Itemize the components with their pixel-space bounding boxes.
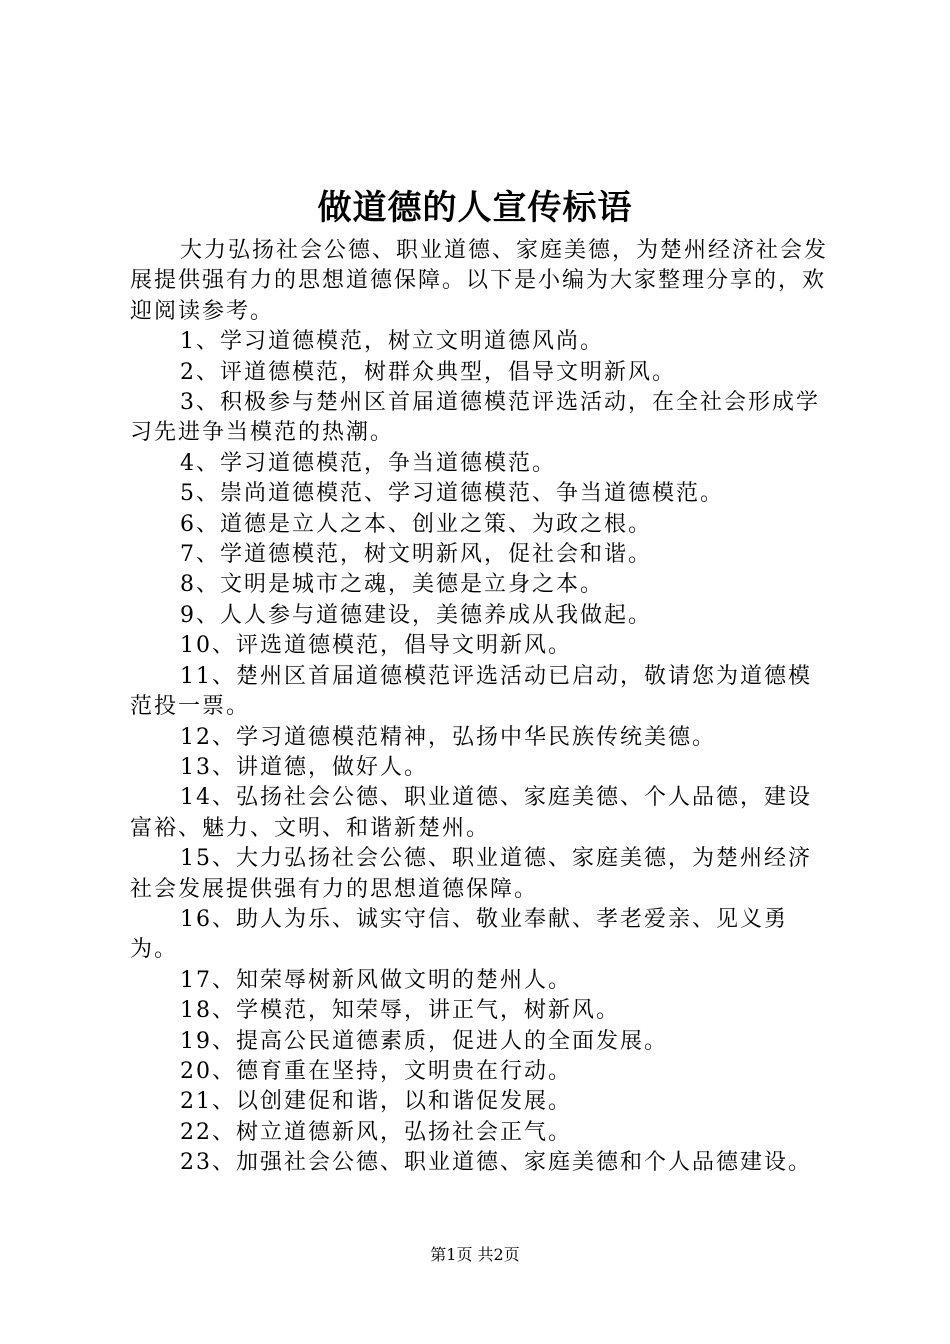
list-item: 20、德育重在坚持，文明贵在行动。 [180, 1058, 572, 1084]
list-item: 7、学道德模范，树文明新风，促社会和谐。 [180, 542, 652, 568]
list-item: 21、以创建促和谐，以和谐促发展。 [180, 1089, 572, 1115]
list-item: 1、学习道德模范，树立文明道德风尚。 [180, 329, 604, 355]
list-item: 15、大力弘扬社会公德、职业道德、家庭美德，为楚州经济社会发展提供强有力的思想道德保障。 [130, 846, 812, 902]
list-item: 11、楚州区首届道德模范评选活动已启动，敬请您为道德模范投一票。 [130, 663, 812, 720]
list-item: 8、文明是城市之魂，美德是立身之本。 [180, 572, 604, 598]
list-item: 18、学模范，知荣辱，讲正气，树新风。 [180, 998, 620, 1024]
list-item: 10、评选道德模范，倡导文明新风。 [180, 633, 572, 659]
page-title: 做道德的人宣传标语 [317, 188, 633, 228]
list-item: 2、评道德模范，树群众典型，倡导文明新风。 [180, 359, 676, 385]
intro-paragraph: 大力弘扬社会公德、职业道德、家庭美德，为楚州经济社会发展提供强有力的思想道德保障。以下是小编为大家整理分享的，欢迎阅读参考。 [130, 238, 829, 324]
document-body [130, 236, 835, 1179]
list-item: 13、讲道德，做好人。 [180, 754, 428, 780]
list-item: 6、道德是立人之本、创业之策、为政之根。 [180, 511, 652, 537]
list-item: 14、弘扬社会公德、职业道德、家庭美德、个人品德，建设富裕、魅力、文明、和谐新楚州。 [130, 785, 812, 841]
slogan-list [130, 327, 835, 1178]
list-item: 23、加强社会公德、职业道德、家庭美德和个人品德建设。 [180, 1150, 812, 1176]
list-item: 9、人人参与道德建设，美德养成从我做起。 [180, 602, 652, 628]
list-item: 19、提高公民道德素质，促进人的全面发展。 [180, 1028, 668, 1054]
list-item: 17、知荣辱树新风做文明的楚州人。 [180, 967, 572, 993]
list-item: 12、学习道德模范精神，弘扬中华民族传统美德。 [180, 724, 716, 750]
list-item: 5、崇尚道德模范、学习道德模范、争当道德模范。 [180, 481, 724, 507]
list-item: 22、树立道德新风，弘扬社会正气。 [180, 1119, 572, 1145]
page-footer: 第1页 共2页 [430, 1245, 520, 1264]
list-item: 3、积极参与楚州区首届道德模范评选活动，在全社会形成学习先进争当模范的热潮。 [130, 390, 820, 446]
list-item: 16、助人为乐、诚实守信、敬业奉献、孝老爱亲、见义勇为。 [130, 906, 788, 963]
list-item: 4、学习道德模范，争当道德模范。 [180, 450, 556, 476]
